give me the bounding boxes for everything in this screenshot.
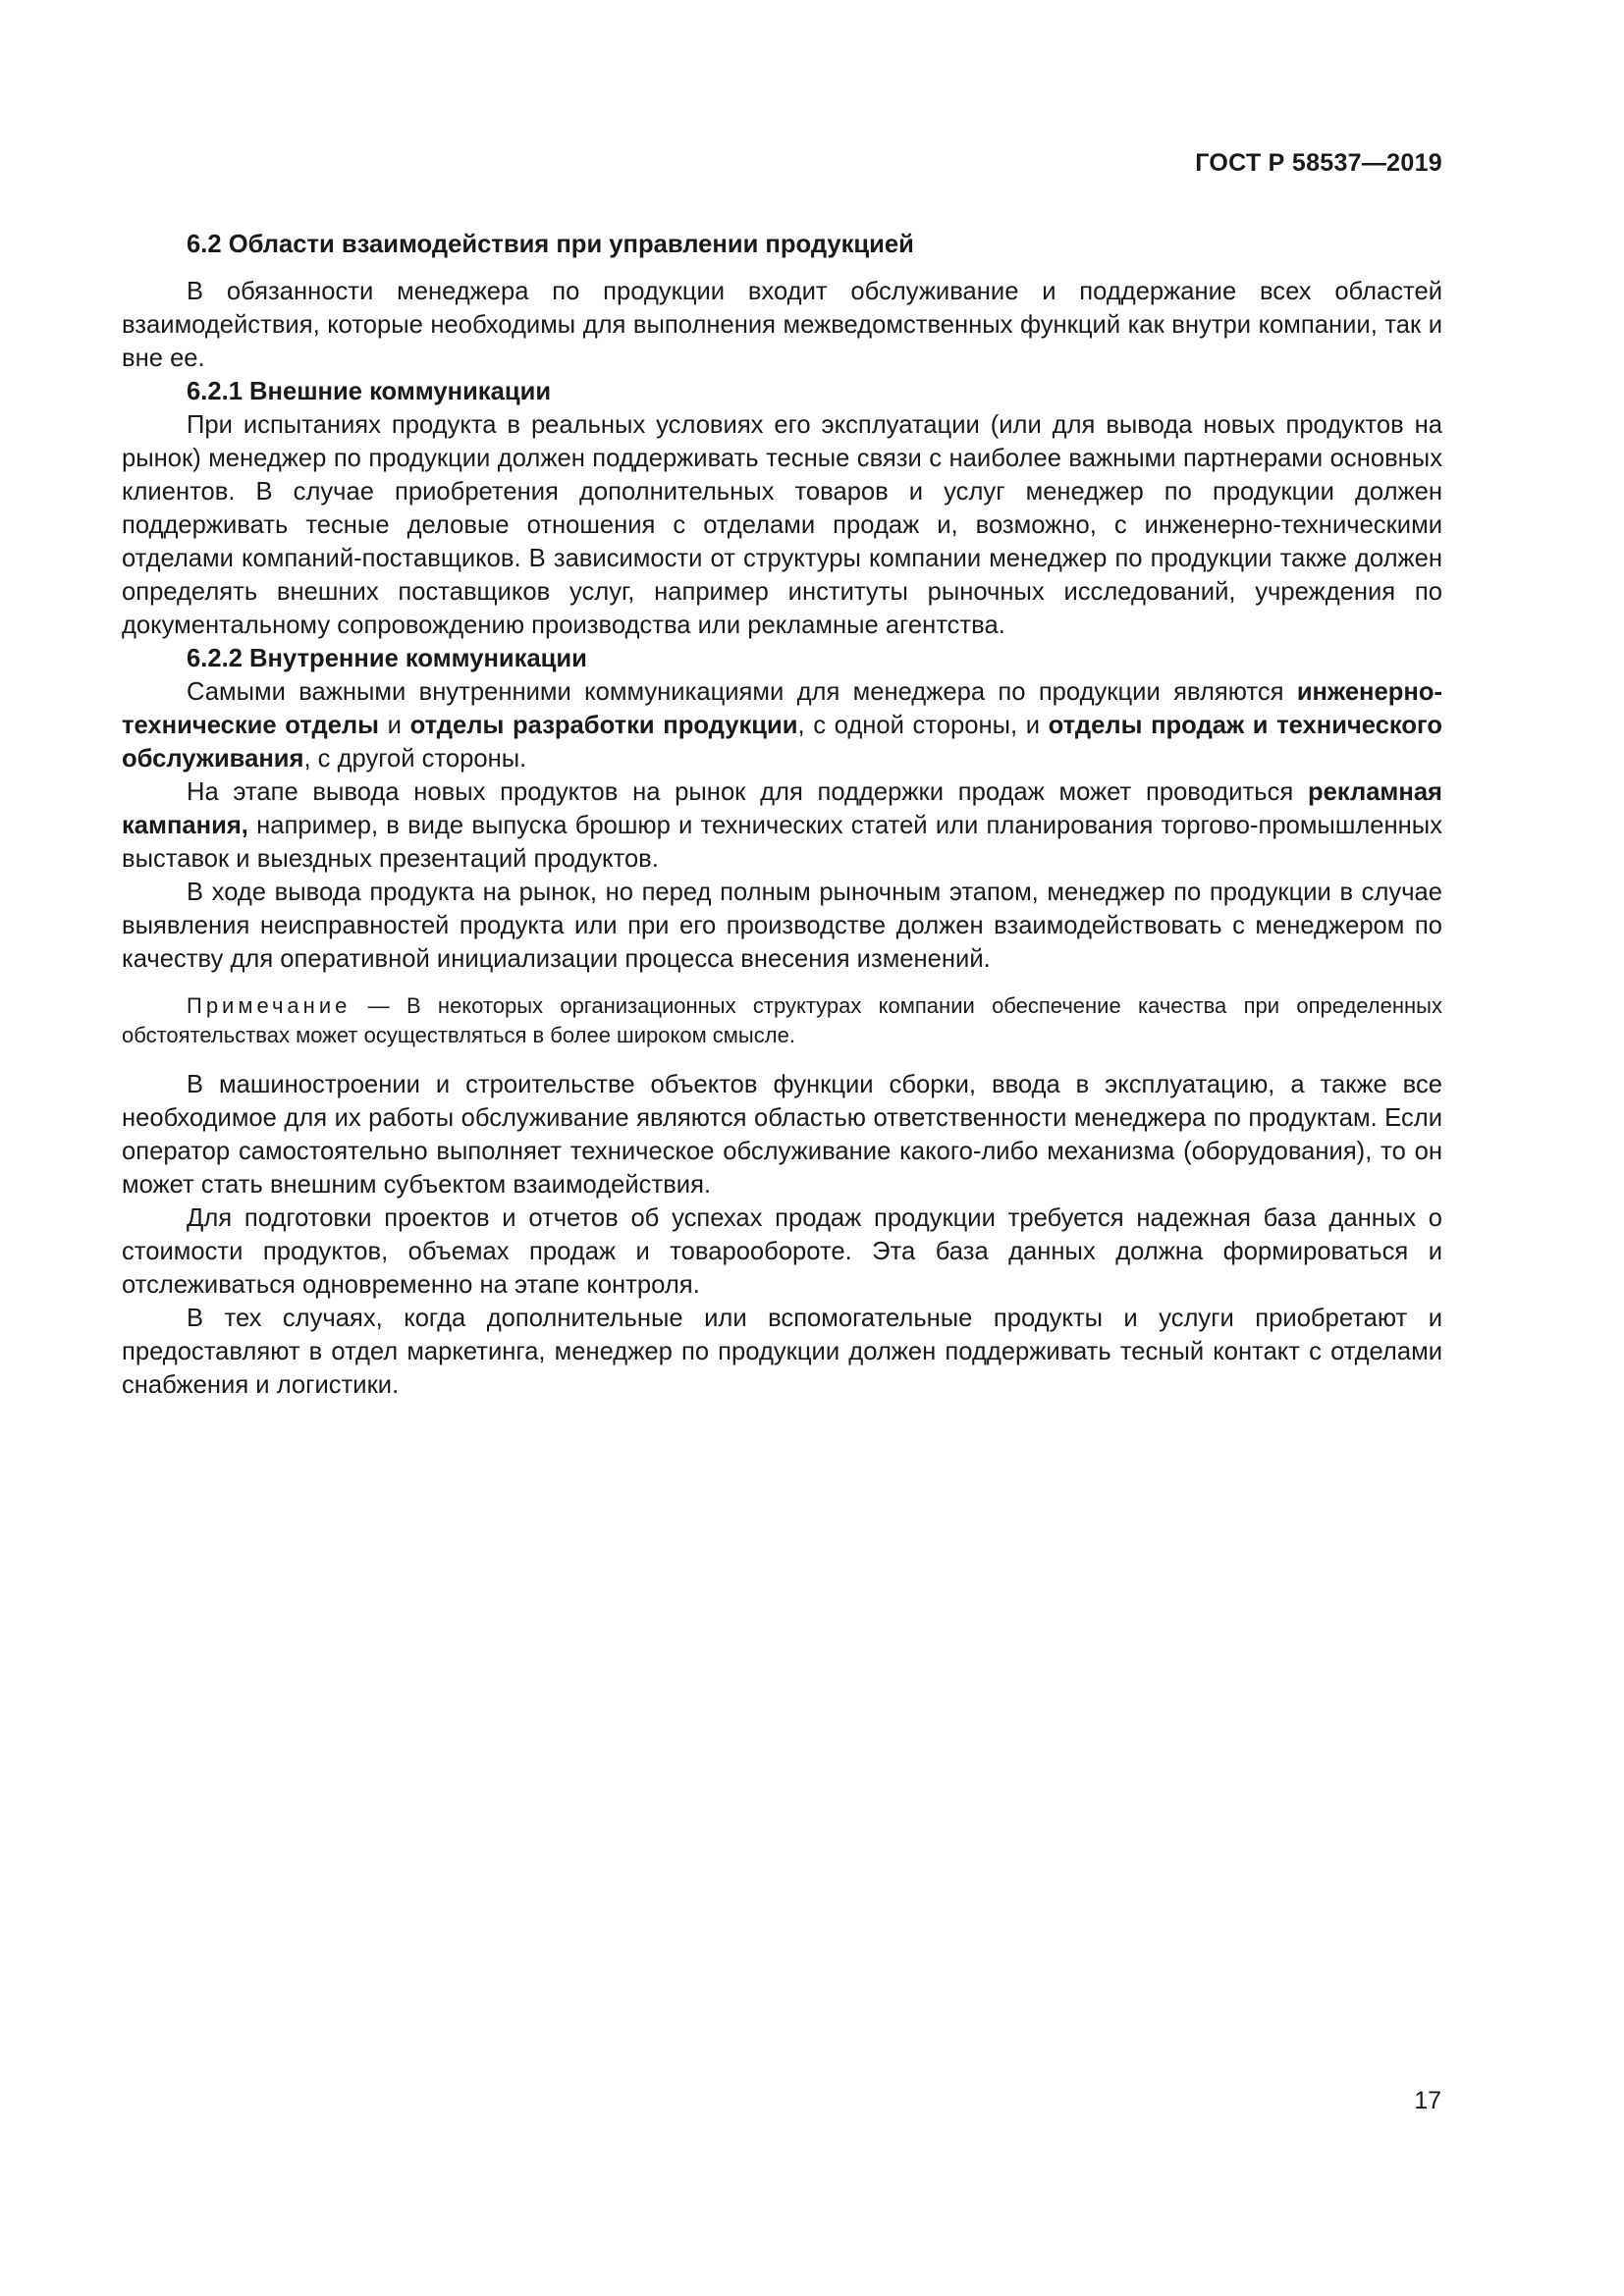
bold-term: инженерно-технические отделы	[122, 678, 1442, 739]
page-content	[122, 228, 1442, 1402]
section-6-2-2-heading: 6.2.2 Внутренние коммуникации	[187, 645, 587, 672]
text-run: и	[379, 712, 410, 739]
note-text: — В некоторых организационных структурах компании обеспечение качества при определенных обстоятельствах может осуществляться в более широком смысле.	[122, 993, 1442, 1047]
text-run: Самыми важными внутренними коммуникациями для менеджера по продукции являются	[187, 678, 1297, 706]
advertising-paragraph	[122, 775, 1442, 876]
bold-term: отделы разработки продукции	[409, 712, 798, 739]
market-launch-paragraph: В ходе вывода продукта на рынок, но перед полным рыночным этапом, менеджер по продукции в случае выявления неисправностей продукта или при его производстве должен взаимодействовать с менеджером по качеству для оперативной инициализации процесса внесения изменений.	[122, 879, 1442, 973]
internal-communications-paragraph	[122, 675, 1442, 775]
section-6-2-paragraph: В обязанности менеджера по продукции входит обслуживание и поддержание всех областей взаимодействия, которые необходимы для выполнения межведомственных функций как внутри компании, так и вне ее.	[122, 278, 1442, 372]
procurement-paragraph: В тех случаях, когда дополнительные или вспомогательные продукты и услуги приобретают и предоставляют в отдел маркетинга, менеджер по продукции должен поддерживать тесный контакт с отделами снабжения и логистики.	[122, 1305, 1442, 1399]
text-run: , с одной стороны, и	[797, 712, 1049, 739]
note-paragraph	[122, 991, 1442, 1050]
note-label: Примечание	[187, 993, 352, 1018]
section-6-2-heading: 6.2 Области взаимодействия при управлении продукцией	[187, 231, 914, 258]
engineering-paragraph: В машиностроении и строительстве объектов функции сборки, ввода в эксплуатацию, а также все необходимое для их работы обслуживание являются областью ответственности менеджера по продуктам. Если оператор самостоятельно выполняет техническое обслуживание какого-либо механизма (оборудования), то он может стать внешним субъектом взаимодействия.	[122, 1071, 1442, 1199]
text-run: , с другой стороны.	[303, 745, 527, 773]
section-6-2-1-paragraph: При испытаниях продукта в реальных условиях его эксплуатации (или для вывода новых продуктов на рынок) менеджер по продукции должен поддерживать тесные связи с наиболее важными партнерами основных клиентов. В случае приобретения дополнительных товаров и услуг менеджер по продукции должен поддерживать тесные деловые отношения с отделами продаж и, возможно, с инженерно-техническими отделами компаний-поставщиков. В зависимости от структуры компании менеджер по продукции также должен определять внешних поставщиков услуг, например институты рыночных исследований, учреждения по документальному сопровождению производства или рекламные агентства.	[122, 411, 1442, 639]
bold-term: рекламная кампания,	[122, 778, 1442, 839]
page-number: 17	[1414, 2087, 1441, 2114]
section-6-2-1-heading: 6.2.1 Внешние коммуникации	[187, 378, 552, 405]
document-code: ГОСТ Р 58537—2019	[1195, 149, 1442, 177]
text-run: На этапе вывода новых продуктов на рынок для поддержки продаж может проводиться	[187, 778, 1308, 806]
database-paragraph: Для подготовки проектов и отчетов об успехах продаж продукции требуется надежная база данных о стоимости продуктов, объемах продаж и товарообороте. Эта база данных должна формироваться и отслеживаться одновременно на этапе контроля.	[122, 1204, 1442, 1299]
text-run: например, в виде выпуска брошюр и технических статей или планирования торгово-промышленных выставок и выездных презентаций продуктов.	[122, 812, 1442, 873]
bold-term: отделы продаж и технического обслуживания	[122, 712, 1442, 773]
